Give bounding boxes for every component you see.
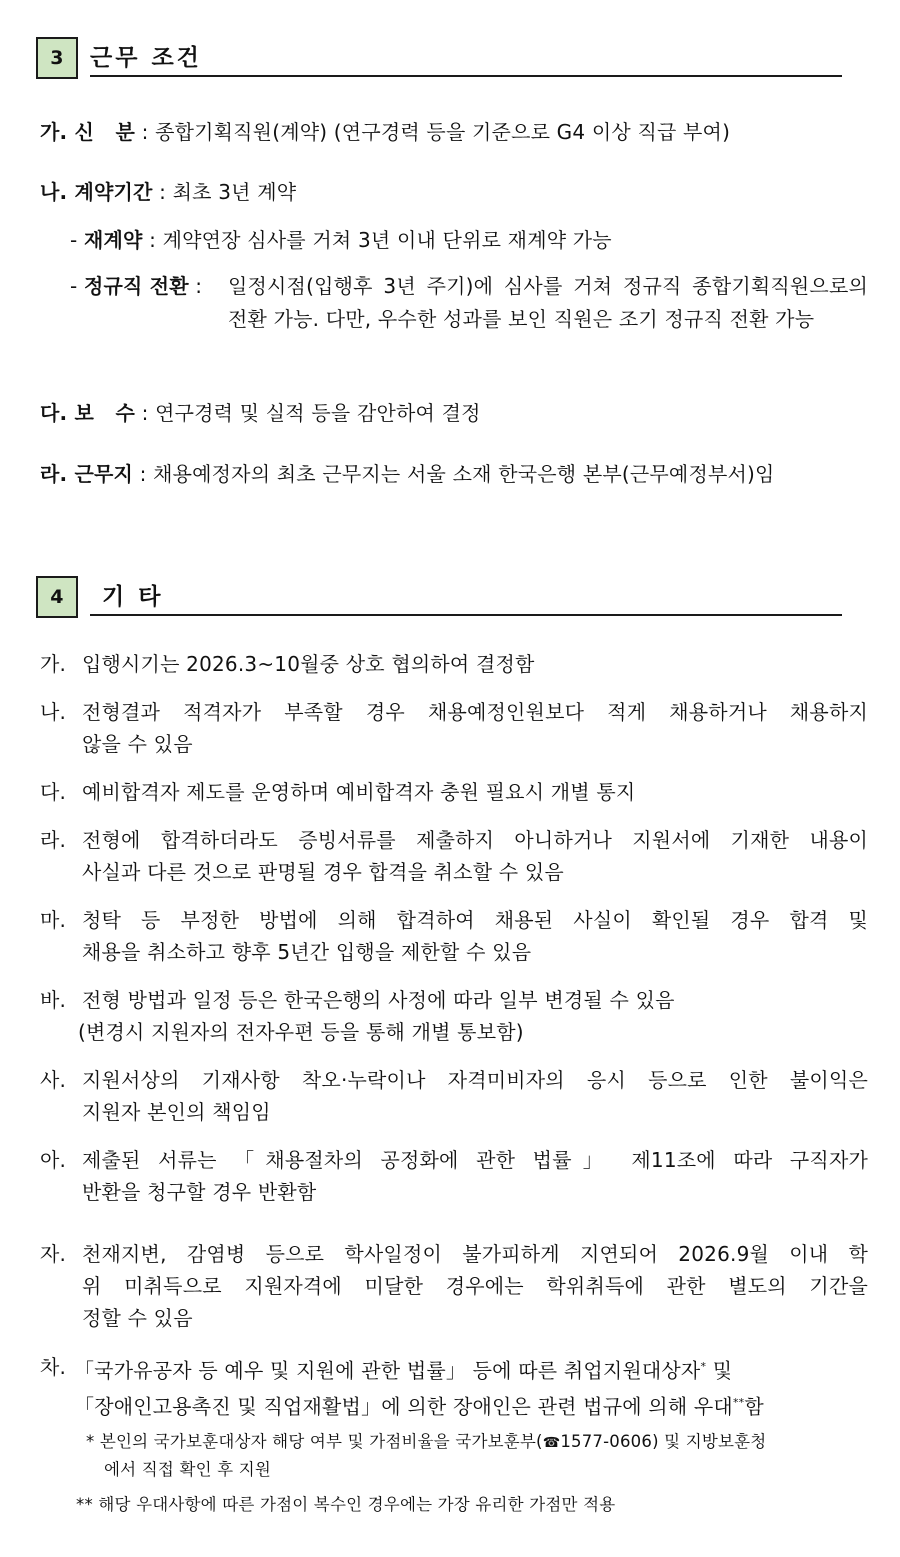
permanent-conversion-text: 일정시점(입행후 3년 주기)에 심사를 거쳐 정규직 종합기획직원으로의 전환 가능. 다만, 우수한 성과를 보인 직원은 조기 정규직 전환 가능 xyxy=(228,274,868,331)
item-line: 채용을 취소하고 향후 5년간 입행을 제한할 수 있음 xyxy=(82,940,532,964)
item-line: 사실과 다른 것으로 판명될 경우 합격을 취소할 수 있음 xyxy=(82,860,564,884)
footnote-text: 1577-0606) 및 지방보훈청 xyxy=(560,1432,767,1451)
footnote-1-continued: 에서 직접 확인 후 지원 xyxy=(104,1460,272,1479)
row-text: : 연구경력 및 실적 등을 감안하여 결정 xyxy=(135,401,481,425)
footnote-2 xyxy=(76,1491,615,1519)
footnote-1 xyxy=(86,1428,766,1457)
section-3-header xyxy=(36,37,842,77)
footnote-marker: * xyxy=(700,1360,707,1373)
section-number-badge: 4 xyxy=(36,576,78,618)
list-item xyxy=(40,696,868,760)
row-label: 다. 보 수 xyxy=(40,401,136,425)
row-text: : 최초 3년 계약 xyxy=(152,180,297,204)
section-underline xyxy=(90,75,842,77)
row-label: 라. 근무지 xyxy=(40,462,134,486)
item-label: 바. xyxy=(40,988,67,1012)
item-label: 라. xyxy=(40,828,67,852)
employment-status-row xyxy=(40,116,730,148)
item-line: 위 미취득으로 지원자격에 미달한 경우에는 학위취득에 관한 별도의 기간을 xyxy=(82,1274,868,1298)
row-text: : 계약연장 심사를 거쳐 3년 이내 단위로 재계약 가능 xyxy=(142,228,612,252)
footnote-text: 해당 우대사항에 따른 가점이 복수인 경우에는 가장 유리한 가점만 적용 xyxy=(98,1495,616,1514)
section-4-header xyxy=(36,576,842,616)
item-line: 전형 방법과 일정 등은 한국은행의 사정에 따라 일부 변경될 수 있음 xyxy=(82,988,675,1012)
permanent-conversion-row xyxy=(70,270,202,302)
item-line: 지원서상의 기재사항 착오·누락이나 자격미비자의 응시 등으로 인한 불이익은 xyxy=(82,1068,868,1092)
item-label: 차. xyxy=(40,1355,67,1379)
footnote-mark: ** xyxy=(76,1495,93,1514)
list-item xyxy=(40,1351,868,1422)
row-label: 재계약 xyxy=(83,228,143,252)
item-line: 청탁 등 부정한 방법에 의해 합격하여 채용된 사실이 확인될 경우 합격 및 xyxy=(82,908,868,932)
row-label: 나. 계약기간 xyxy=(40,180,153,204)
item-line: 전형에 합격하더라도 증빙서류를 제출하지 아니하거나 지원서에 기재한 내용이 xyxy=(82,828,868,852)
section-number-badge: 3 xyxy=(36,37,78,79)
list-item xyxy=(40,1064,868,1128)
line-text: 및 xyxy=(706,1358,733,1383)
item-line: 입행시기는 2026.3~10월중 상호 협의하여 결정함 xyxy=(82,652,535,676)
salary-row xyxy=(40,397,481,429)
telephone-icon: ☎ xyxy=(542,1435,561,1451)
item-line: 않을 수 있음 xyxy=(82,732,193,756)
item-label: 다. xyxy=(40,780,67,804)
list-item xyxy=(40,824,868,888)
item-label: 마. xyxy=(40,908,67,932)
item-line: 지원자 본인의 책임임 xyxy=(82,1100,271,1124)
list-item xyxy=(40,984,868,1048)
recontract-row xyxy=(70,224,612,256)
footnote-marker: ** xyxy=(732,1395,745,1409)
list-item xyxy=(40,904,868,968)
contract-period-row xyxy=(40,176,296,208)
item-line xyxy=(74,1387,868,1423)
line-text: 「장애인고용촉진 및 직업재활법」에 의한 장애인은 관련 법규에 의해 우대 xyxy=(74,1394,733,1419)
row-text: : 채용예정자의 최초 근무지는 서울 소재 한국은행 본부(근무예정부서)임 xyxy=(133,462,775,486)
dash-bullet: - xyxy=(70,274,84,298)
list-item xyxy=(40,648,868,680)
section-title: 기 타 xyxy=(102,584,164,610)
item-line: 전형결과 적격자가 부족할 경우 채용예정인원보다 적게 채용하거나 채용하지 xyxy=(82,700,868,724)
item-label: 자. xyxy=(40,1242,67,1266)
row-text: : 종합기획직원(계약) (연구경력 등을 기준으로 G4 이상 직급 부여) xyxy=(135,120,731,144)
item-line xyxy=(74,1351,868,1387)
row-label: 정규직 전환 xyxy=(83,274,189,298)
line-text: 「국가유공자 등 예우 및 지원에 관한 법률」 등에 따른 취업지원대상자 xyxy=(74,1358,701,1383)
dash-bullet: - xyxy=(70,228,84,252)
item-label: 가. xyxy=(40,652,67,676)
section-title: 근무 조건 xyxy=(90,45,202,71)
colon: : xyxy=(188,274,203,298)
item-label: 사. xyxy=(40,1068,67,1092)
workplace-row xyxy=(40,458,775,490)
item-label: 아. xyxy=(40,1148,67,1172)
list-item xyxy=(40,1238,868,1334)
item-line: 제출된 서류는 「채용절차의 공정화에 관한 법률」 제11조에 따라 구직자가 xyxy=(82,1148,868,1172)
list-item xyxy=(40,1144,868,1208)
row-label: 가. 신 분 xyxy=(40,120,136,144)
footnote-mark: * xyxy=(86,1432,95,1451)
item-line: 천재지변, 감염병 등으로 학사일정이 불가피하게 지연되어 2026.9월 이내 학 xyxy=(82,1242,868,1266)
item-label: 나. xyxy=(40,700,67,724)
line-text: 함 xyxy=(744,1394,764,1419)
item-line: 예비합격자 제도를 운영하며 예비합격자 충원 필요시 개별 통지 xyxy=(82,780,636,804)
footnote-text: 본인의 국가보훈대상자 해당 여부 및 가점비율을 국가보훈부( xyxy=(99,1432,543,1451)
section-underline xyxy=(90,614,842,616)
item-line: 정할 수 있음 xyxy=(82,1306,193,1330)
item-line: (변경시 지원자의 전자우편 등을 통해 개별 통보함) xyxy=(78,1020,524,1044)
list-item xyxy=(40,776,868,808)
item-line: 반환을 청구할 경우 반환함 xyxy=(82,1180,317,1204)
